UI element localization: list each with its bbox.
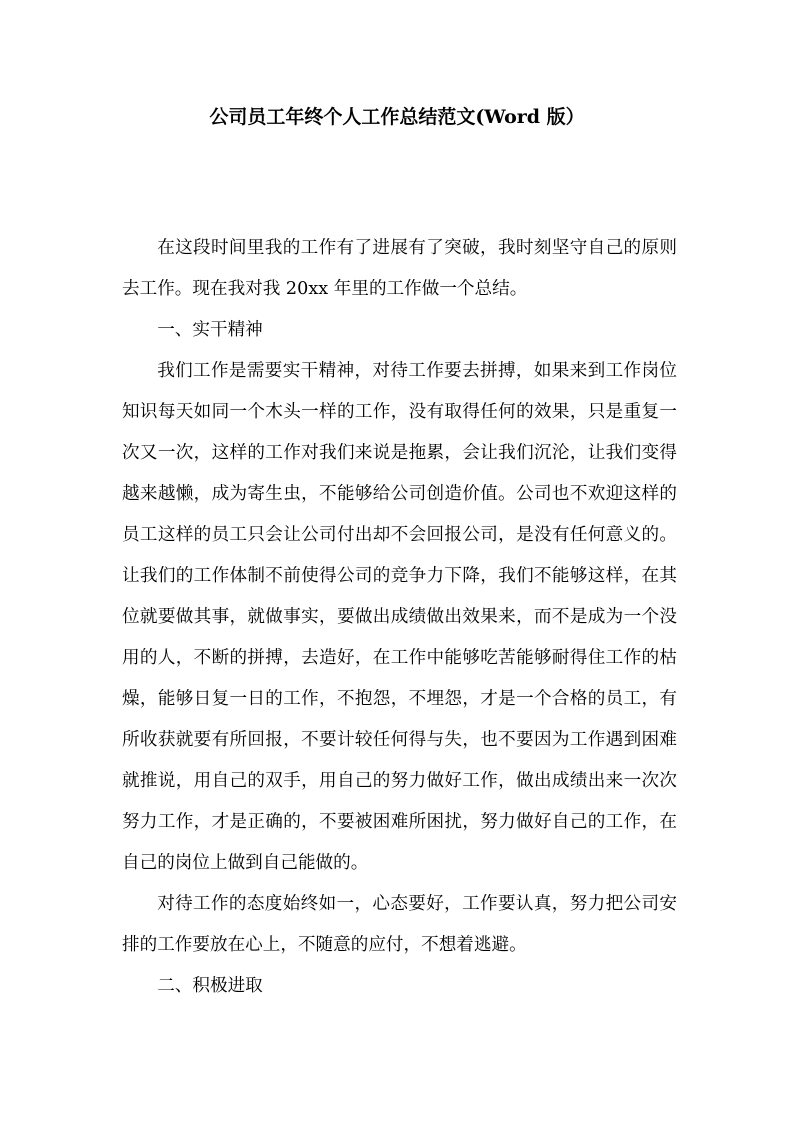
document-body bbox=[122, 228, 677, 1007]
paragraph-intro: 在这段时间里我的工作有了进展有了突破，我时刻坚守自己的原则去工作。现在我对我 20xx 年里的工作做一个总结。 bbox=[122, 238, 677, 299]
section-heading-1: 一、实干精神 bbox=[157, 320, 263, 340]
paragraph-attitude: 对待工作的态度始终如一，心态要好，工作要认真，努力把公司安排的工作要放在心上，不随意的应付，不想着逃避。 bbox=[122, 894, 677, 955]
paragraph-section-1: 我们工作是需要实干精神，对待工作要去拼搏，如果来到工作岗位知识每天如同一个木头一样的工作，没有取得任何的效果，只是重复一次又一次，这样的工作对我们来说是拖累，会让我们沉沦，让我们变得越来越懒，成为寄生虫，不能够给公司创造价值。公司也不欢迎这样的员工这样的员工只会让公司付出却不会回报公司，是没有任何意义的。让我们的工作体制不前使得公司的竞争力下降，我们不能够这样，在其位就要做其事，就做事实，要做出成绩做出效果来，而不是成为一个没用的人，不断的拼搏，去造好，在工作中能够吃苦能够耐得住工作的枯燥，能够日复一日的工作，不抱怨，不埋怨，才是一个合格的员工，有所收获就要有所回报，不要计较任何得与失，也不要因为工作遇到困难就推说，用自己的双手，用自己的努力做好工作，做出成绩出来一次次努力工作，才是正确的，不要被困难所困扰，努力做好自己的工作，在自己的岗位上做到自己能做的。 bbox=[122, 361, 677, 873]
document-title: 公司员工年终个人工作总结范文(Word 版） bbox=[209, 106, 585, 128]
section-heading-2: 二、积极进取 bbox=[157, 976, 263, 996]
